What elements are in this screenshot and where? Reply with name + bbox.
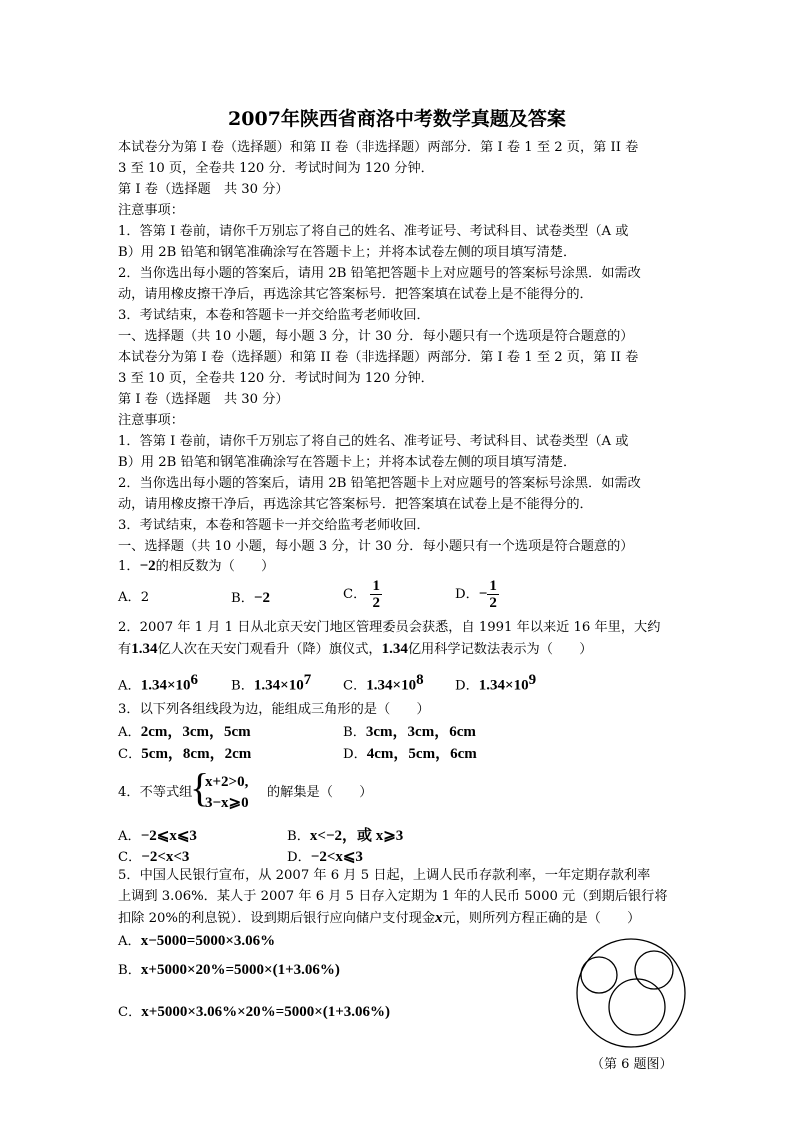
minus-sign: − bbox=[478, 586, 488, 602]
q4-stem-pre: 4．不等式组 bbox=[118, 785, 193, 800]
intro-line-8: 动，请用橡皮擦干净后，再选涂其它答案标号．把答案填在试卷上是不能得分的． bbox=[118, 287, 593, 302]
option-exponent: 8 bbox=[416, 672, 424, 688]
option-label: B． bbox=[118, 963, 141, 978]
q2-text-pre: 有 bbox=[118, 642, 132, 657]
denominator: 2 bbox=[372, 595, 380, 611]
q5-text-pre: 扣除 20%的利息锐）．设到期后银行应向储户支付现金 bbox=[118, 911, 436, 926]
figure-caption: （第 6 题图） bbox=[591, 1057, 673, 1072]
option-value: −2 bbox=[253, 590, 270, 606]
outer-circle bbox=[577, 939, 685, 1047]
intro-line-6: B）用 2B 铅笔和钢笔准确涂写在答题卡上；并将本试卷左侧的项目填写清楚． bbox=[118, 245, 577, 260]
q2-math-1: 1.34 bbox=[131, 641, 158, 657]
option-value: −2<x<3 bbox=[141, 849, 190, 865]
system-brace: { bbox=[190, 765, 210, 810]
intro-line-1: 本试卷分为第 I 卷（选择题）和第 II 卷（非选择题）两部分．第 I 卷 1 至 2 页，第 II 卷 bbox=[118, 140, 639, 155]
q4-option-b bbox=[287, 826, 403, 847]
option-label: C． bbox=[343, 587, 367, 602]
q1-stem bbox=[118, 556, 274, 577]
option-label: A． bbox=[118, 934, 141, 949]
q3-option-b bbox=[343, 722, 476, 743]
q4-option-d bbox=[287, 847, 363, 868]
q5-option-c bbox=[118, 1002, 390, 1023]
intro-repeat-line-3: 第 I 卷（选择题 共 30 分） bbox=[118, 392, 289, 407]
q2-text-post: 亿用科学记数法表示为（ ） bbox=[407, 642, 593, 657]
option-label: B． bbox=[343, 725, 366, 740]
intro-line-3: 第 I 卷（选择题 共 30 分） bbox=[118, 182, 289, 197]
q4-option-a bbox=[118, 826, 197, 847]
intro-line-4: 注意事项： bbox=[118, 203, 184, 218]
intro-repeat-line-9: 3．考试结束，本卷和答题卡一并交给监考老师收回． bbox=[118, 518, 430, 533]
intro-repeat-line-2: 3 至 10 页，全卷共 120 分．考试时间为 120 分钟． bbox=[118, 371, 434, 386]
q2-line-1: 2．2007 年 1 月 1 日从北京天安门地区管理委员会获悉，自 1991 年以来近 16 年里，大约 bbox=[118, 620, 661, 635]
intro-repeat-line-10: 一、选择题（共 10 小题，每小题 3 分，计 30 分．每小题只有一个选项是符合题意的） bbox=[118, 539, 634, 554]
q1-stem-text: 的相反数为（ ） bbox=[155, 559, 275, 574]
q5-line-2: 上调到 3.06%．某人于 2007 年 6 月 5 日存入定期为 1 年的人民币 5000 元（到期后银行将 bbox=[118, 889, 668, 904]
numerator: 1 bbox=[372, 578, 380, 594]
q2-text-mid: 亿人次在天安门观看升（降）旗仪式， bbox=[157, 642, 382, 657]
option-label: B． bbox=[231, 678, 254, 694]
right-small-circle bbox=[635, 951, 673, 989]
option-label: C． bbox=[118, 1005, 142, 1020]
option-label: A． bbox=[118, 725, 141, 740]
option-label: D． bbox=[455, 678, 479, 694]
q4-stem-post: 的解集是（ ） bbox=[267, 785, 373, 800]
q3-option-d bbox=[343, 744, 477, 765]
q1-option-a bbox=[118, 588, 149, 608]
option-value: −2<x⩽3 bbox=[310, 849, 363, 865]
option-value: 2cm，3cm，5cm bbox=[140, 724, 251, 740]
option-label: A． bbox=[118, 678, 141, 694]
option-label: D． bbox=[455, 587, 479, 602]
option-label: D． bbox=[343, 747, 367, 762]
q5-line-3 bbox=[118, 908, 640, 929]
denominator: 2 bbox=[489, 595, 497, 611]
intro-repeat-line-4: 注意事项： bbox=[118, 413, 184, 428]
page-title: 2007年陕西省商洛中考数学真题及答案 bbox=[228, 108, 566, 130]
q1-c-fraction bbox=[370, 578, 382, 611]
q2-line-2 bbox=[118, 639, 593, 660]
option-label: C． bbox=[118, 850, 142, 865]
bottom-large-circle bbox=[609, 979, 665, 1035]
left-small-circle bbox=[581, 957, 617, 993]
option-value: x+5000×20%=5000×(1+3.06%) bbox=[140, 962, 340, 978]
q3-option-a bbox=[118, 722, 251, 743]
intro-repeat-line-7: 2．当你选出每小题的答案后，请用 2B 铅笔把答题卡上对应题号的答案标号涂黑．如需改 bbox=[118, 476, 641, 491]
q5-option-a bbox=[118, 931, 275, 952]
option-base: 1.34×10 bbox=[366, 677, 417, 694]
option-exponent: 6 bbox=[190, 672, 199, 688]
option-value: 5cm，8cm，2cm bbox=[141, 746, 252, 762]
q3-option-c bbox=[118, 744, 251, 765]
q2-option-a bbox=[118, 670, 198, 696]
q1-math: −2 bbox=[139, 558, 156, 574]
option-value: 3cm，3cm，6cm bbox=[365, 724, 476, 740]
intro-repeat-line-6: B）用 2B 铅笔和钢笔准确涂写在答题卡上；并将本试卷左侧的项目填写清楚． bbox=[118, 455, 577, 470]
q1-option-b bbox=[231, 588, 270, 609]
option-label: C． bbox=[118, 747, 142, 762]
option-value: x<−2，或 x⩾3 bbox=[309, 828, 404, 844]
option-value: x+5000×3.06%×20%=5000×(1+3.06%) bbox=[141, 1004, 391, 1020]
numerator: 1 bbox=[489, 578, 497, 594]
option-base: 1.34×10 bbox=[478, 677, 529, 694]
q2-math-2: 1.34 bbox=[381, 641, 408, 657]
intro-line-10: 一、选择题（共 10 小题，每小题 3 分，计 30 分．每小题只有一个选项是符合题意的） bbox=[118, 329, 634, 344]
option-label: B． bbox=[231, 591, 254, 606]
option-base: 1.34×10 bbox=[140, 677, 191, 694]
q5-line-1: 5．中国人民银行宣布，从 2007 年 6 月 5 日起，上调人民币存款利率，一年定期存款利率 bbox=[118, 868, 651, 883]
option-label: B． bbox=[287, 829, 310, 844]
q1-d-fraction bbox=[487, 578, 499, 611]
option-label: D． bbox=[287, 850, 311, 865]
question-6-figure bbox=[574, 938, 690, 1050]
option-label: A． bbox=[118, 590, 141, 605]
option-base: 1.34×10 bbox=[253, 677, 304, 694]
q3-stem: 3．以下列各组线段为边，能组成三角形的是（ ） bbox=[118, 702, 430, 717]
intro-line-9: 3．考试结束，本卷和答题卡一并交给监考老师收回． bbox=[118, 308, 430, 323]
q2-option-d bbox=[455, 670, 536, 696]
intro-line-5: 1．答第 I 卷前，请你千万别忘了将自己的姓名、准考证号、考试科目、试卷类型（A 或 bbox=[118, 224, 629, 239]
option-label: C． bbox=[343, 678, 367, 694]
intro-line-2: 3 至 10 页，全卷共 120 分．考试时间为 120 分钟． bbox=[118, 161, 434, 176]
option-value: 4cm，5cm，6cm bbox=[366, 746, 477, 762]
q5-variable: x bbox=[435, 910, 443, 926]
q4-option-c bbox=[118, 847, 189, 868]
q4-inequality-1: x+2>0, bbox=[205, 774, 249, 790]
q1-option-c bbox=[343, 578, 382, 611]
q2-option-b bbox=[231, 670, 311, 696]
q2-option-c bbox=[343, 670, 424, 696]
q5-option-b bbox=[118, 960, 340, 981]
option-label: A． bbox=[118, 829, 141, 844]
q5-text-post: 元，则所列方程正确的是（ ） bbox=[442, 911, 641, 926]
option-exponent: 7 bbox=[303, 672, 312, 688]
q4-inequality-2: 3−x⩾0 bbox=[205, 795, 249, 811]
intro-repeat-line-1: 本试卷分为第 I 卷（选择题）和第 II 卷（非选择题）两部分．第 I 卷 1 至 2 页，第 II 卷 bbox=[118, 350, 639, 365]
option-value: −2⩽x⩽3 bbox=[140, 828, 197, 844]
option-value: 2 bbox=[140, 590, 150, 605]
intro-line-7: 2．当你选出每小题的答案后，请用 2B 铅笔把答题卡上对应题号的答案标号涂黑．如需改 bbox=[118, 266, 641, 281]
option-exponent: 9 bbox=[528, 672, 537, 688]
q1-number: 1． bbox=[118, 559, 140, 574]
q1-option-d bbox=[455, 578, 499, 611]
intro-repeat-line-5: 1．答第 I 卷前，请你千万别忘了将自己的姓名、准考证号、考试科目、试卷类型（A 或 bbox=[118, 434, 629, 449]
intro-repeat-line-8: 动，请用橡皮擦干净后，再选涂其它答案标号．把答案填在试卷上是不能得分的． bbox=[118, 497, 593, 512]
option-value: x−5000=5000×3.06% bbox=[140, 933, 276, 949]
